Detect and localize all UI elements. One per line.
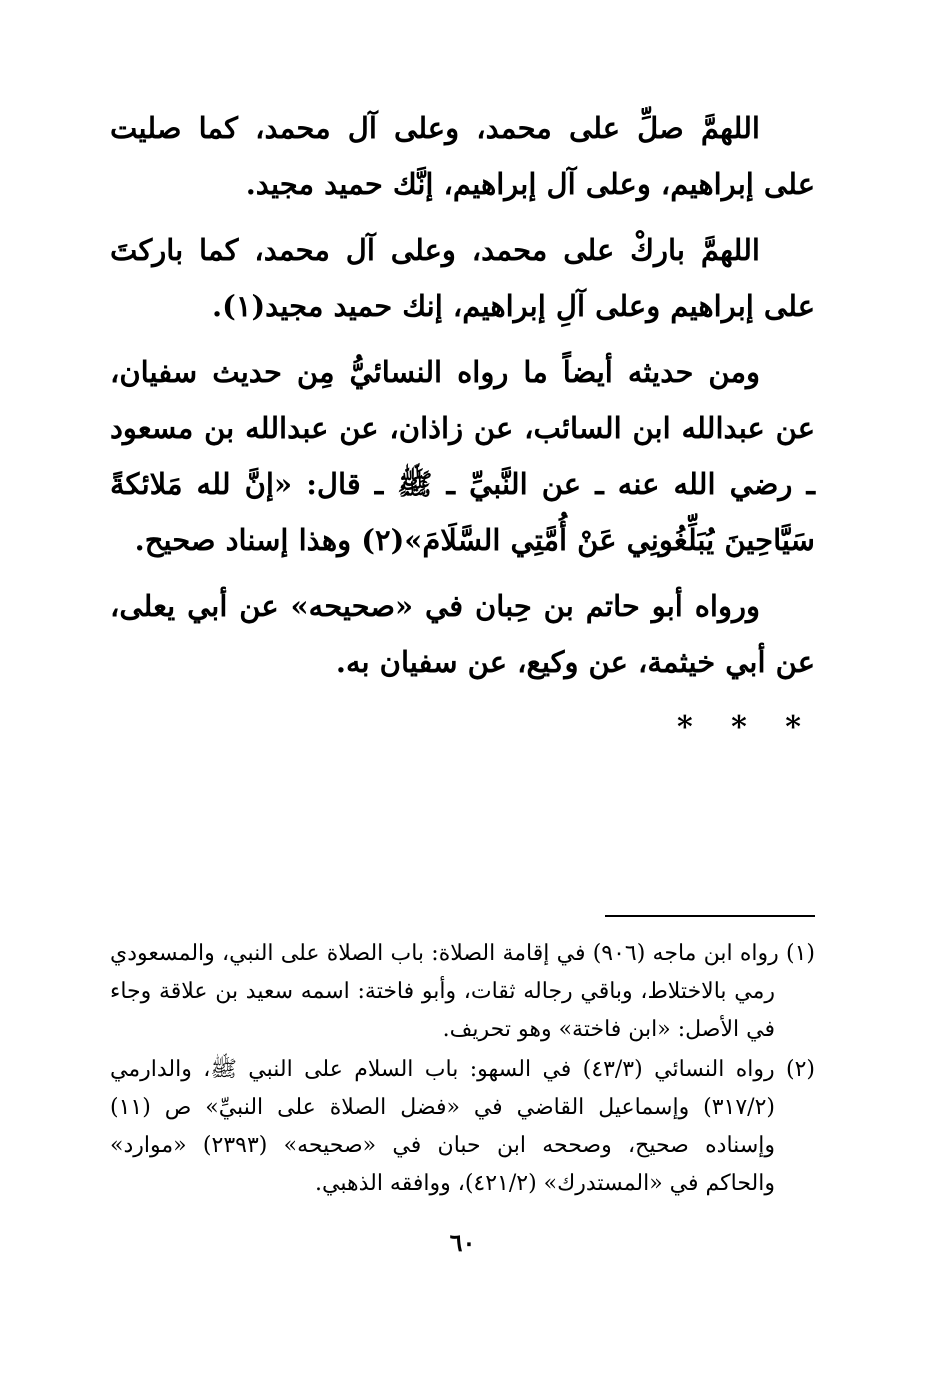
paragraph-nasai-hadith: ومن حديثه أيضاً ما رواه النسائيُّ مِن حديث سفيان، عن عبدالله ابن السائب، عن زاذان، عن عبدالله بن مسعود ـ رضي الله عنه ـ عن النَّبيِّ ـ ﷺ ـ قال: «إنَّ لله مَلائكةً سَيَّاحِينَ يُبَلِّغُونِي عَنْ أُمَّتِي السَّلَامَ»(٢) وهذا إسناد صحيح. [110,355,815,557]
paragraph-ibn-hibban: ورواه أبو حاتم بن حِبان في «صحيحه» عن أبي يعلى، عن أبي خيثمة، عن وكيع، عن سفيان به. [110,589,815,679]
page-number: ٦٠ [449,1228,476,1257]
footnote-1: (١) رواه ابن ماجه (٩٠٦) في إقامة الصلاة: باب الصلاة على النبي، والمسعودي رمي بالاختلاط، وباقي رجاله ثقات، وأبو فاختة: اسمه سعيد بن علاقة وجاء في الأصل: «ابن فاختة» وهو تحريف. [110,941,815,1042]
paragraph-salat-ibrahimiyya: اللهمَّ صلِّ على محمد، وعلى آل محمد، كما صليت على إبراهيم، وعلى آل إبراهيم، إنَّك حميد مجيد. [110,111,815,201]
footnotes [110,935,815,1205]
book-page [110,100,815,1270]
paragraph-baraka: اللهمَّ باركْ على محمد، وعلى آل محمد، كما باركتَ على إبراهيم وعلى آلِ إبراهيم، إنك حميد مجيد(١). [110,233,815,323]
section-separator: * * * [677,710,815,745]
footnote-2: (٢) رواه النسائي (٤٣/٣) في السهو: باب السلام على النبي ﷺ، والدارمي (٣١٧/٢) وإسماعيل القاضي في «فضل الصلاة على النبيِّ» ص (١١) وإسناده صحيح، وصححه ابن حبان في «صحيحه» (٢٣٩٣) «موارد» والحاكم في «المستدرك» (٤٢١/٢)، ووافقه الذهبي. [110,1057,815,1196]
main-text [110,100,815,756]
footnote-divider [605,915,815,917]
